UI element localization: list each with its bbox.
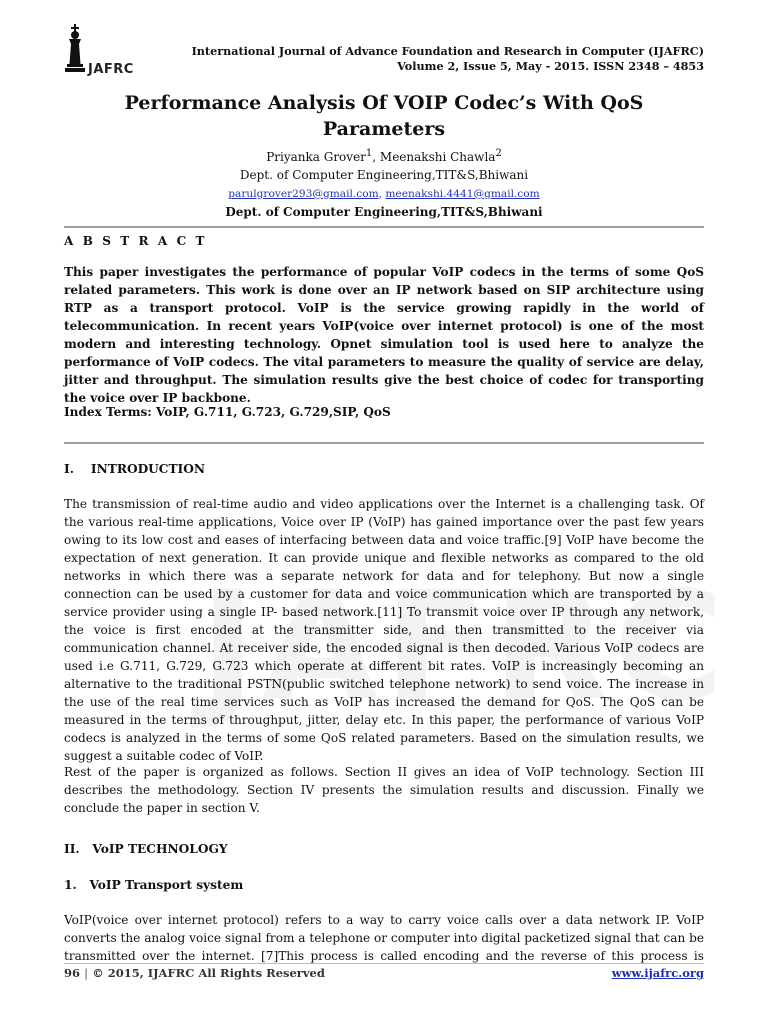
- section-heading-introduction: I. INTRODUCTION: [64, 462, 205, 476]
- section-heading-voip-technology: II. VoIP TECHNOLOGY: [64, 842, 228, 856]
- body-paragraph: VoIP(voice over internet protocol) refers to a way to carry voice calls over a data network IP. VoIP converts the analog voice signal from a telephone or computer into digital packetized signal that can be transmitted over the internet. [7]This process is called encoding and the reverse of this process is: [64, 913, 704, 963]
- authors: [64, 145, 704, 166]
- author-name: Priyanka Grover: [266, 150, 366, 164]
- paper-title-line-1: Performance Analysis Of VOIP Codec’s With QoS: [124, 92, 644, 114]
- author-separator: ,: [372, 150, 380, 164]
- abstract-text: This paper investigates the performance of popular VoIP codecs in the terms of some QoS related parameters. This work is done over an IP network based on SIP architecture using RTP as a transport protocol. VoIP is the service growing rapidly in the world of telecommunication. In recent years VoIP(voice over internet protocol) is one of the most modern and interesting technology. Opnet simulation tool is used here to analyze the performance of VoIP codecs. The vital parameters to measure the quality of service are delay, jitter and throughput. The simulation results give the best choice of codec for transporting the voice over IP backbone.: [64, 265, 704, 405]
- body-paragraph: Rest of the paper is organized as follows. Section II gives an idea of VoIP technology. Section III describes the methodology. Section IV presents the simulation results and discussion. Finally we conclude the paper in section V.: [64, 765, 704, 815]
- email-link[interactable]: meenakshi.4441@gmail.com: [385, 187, 540, 200]
- divider: [64, 442, 704, 444]
- body-paragraph: The transmission of real-time audio and video applications over the Internet is a challenging task. Of the various real-time applications, Voice over IP (VoIP) has gained importance over the past few years owing to its low cost and eases of interfacing between data and voice traffic.[9] VoIP have become the expectation of next generation. It can provide unique and flexible networks as compared to the old networks in which there was a separate network for data and for telephony. But now a single connection can be used by a customer for data and voice communication which are transported by a service provider using a single IP- based network.[11] To transmit voice over IP through any network, the voice is first encoded at the transmitter side, and then transmitted to the receiver via communication channel. At receiver side, the encoded signal is then decoded. Various VoIP codecs are used i.e G.711, G.729, G.723 which operate at different bit rates. VoIP is increasingly becoming an alternative to the traditional PSTN(public switched telephone network) to send voice. The increase in the use of the real time services such as VoIP has increased the demand for QoS. The QoS can be measured in the terms of throughput, jitter, delay etc. In this paper, the performance of various VoIP codecs is analyzed in the terms of some QoS related parameters. Based on the simulation results, we suggest a suitable codec of VoIP.: [64, 497, 704, 763]
- author-affiliation-mark: 2: [495, 148, 502, 159]
- journal-volume-issue: Volume 2, Issue 5, May - 2015. ISSN 2348 – 4853: [397, 58, 704, 73]
- divider: [64, 226, 704, 228]
- author-block: [64, 145, 704, 222]
- journal-website-link[interactable]: www.ijafrc.org: [611, 966, 704, 980]
- footer-left: [64, 966, 325, 980]
- author-affiliation-mark: 1: [365, 148, 373, 159]
- emails: [64, 185, 704, 203]
- journal-name: International Journal of Advance Foundation and Research in Computer (IJAFRC): [191, 44, 704, 58]
- index-terms: Index Terms: VoIP, G.711, G.723, G.729,SIP, QoS: [64, 405, 391, 419]
- copyright: © 2015, IJAFRC All Rights Reserved: [92, 966, 325, 980]
- logo-text: JAFRC: [88, 62, 134, 77]
- subsection-heading: 1. VoIP Transport system: [64, 878, 244, 892]
- email-link[interactable]: parulgrover293@gmail.com: [228, 187, 379, 200]
- email-separator: ,: [378, 187, 386, 200]
- footer-divider: [64, 963, 704, 964]
- journal-header: [192, 44, 704, 73]
- author-name: Meenakshi Chawla: [379, 150, 496, 164]
- affiliation: Dept. of Computer Engineering,TIT&S,Bhiwani: [239, 168, 529, 183]
- paper-title-line-2: Parameters: [322, 118, 446, 140]
- affiliation: Dept. of Computer Engineering,TIT&S,Bhiwani: [225, 205, 543, 220]
- paper-title: [64, 90, 704, 142]
- page-number: 96: [64, 966, 81, 980]
- abstract-label: A B S T R A C T: [64, 234, 208, 248]
- footer-separator: |: [80, 966, 93, 980]
